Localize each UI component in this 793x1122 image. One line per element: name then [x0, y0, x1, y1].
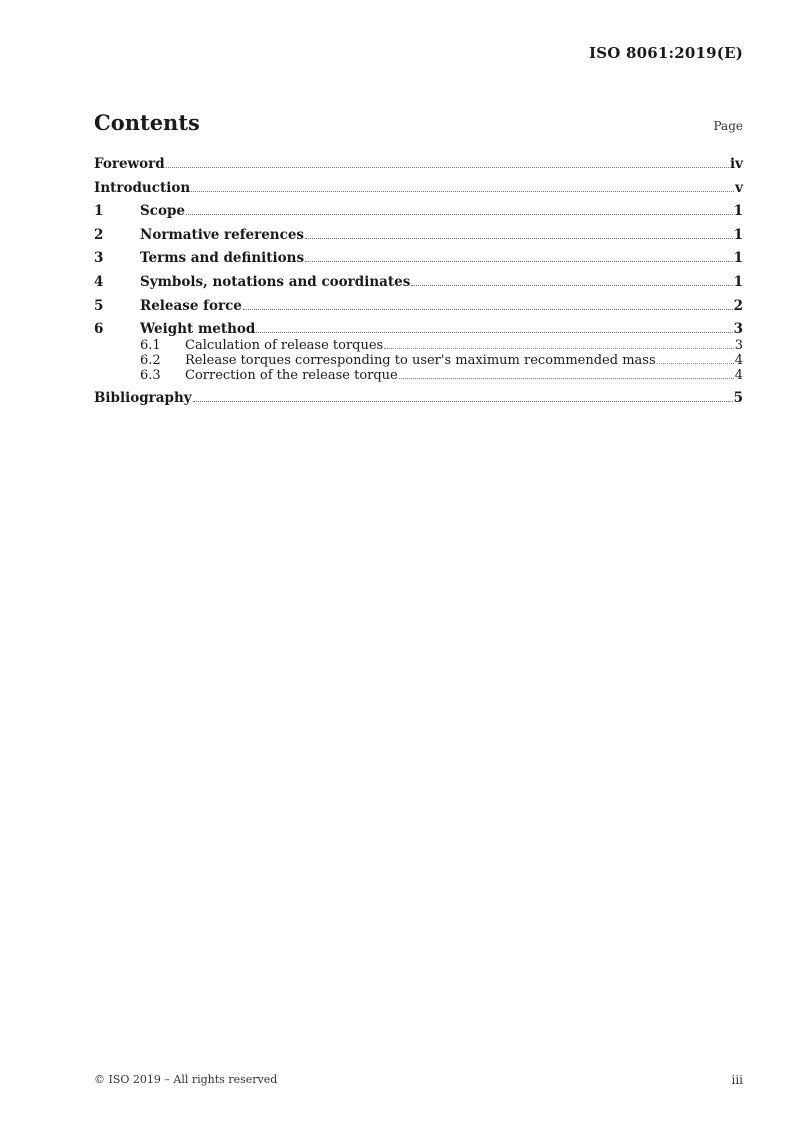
toc-subentry-6-3[interactable] — [140, 368, 743, 383]
toc-subentry-title: Calculation of release torques — [185, 337, 384, 353]
toc-entry-normative-references[interactable] — [94, 226, 743, 244]
table-of-contents — [94, 155, 743, 412]
toc-entry-page: 5 — [733, 389, 743, 406]
toc-entry-introduction[interactable] — [94, 179, 743, 197]
toc-entry-terms-definitions[interactable] — [94, 249, 743, 267]
copyright-notice: © ISO 2019 – All rights reserved — [94, 1073, 278, 1086]
toc-entry-title: Weight method — [140, 321, 256, 338]
toc-subentry-title: Correction of the release torque — [185, 367, 398, 383]
toc-entry-page: 1 — [733, 226, 743, 243]
toc-entry-foreword[interactable] — [94, 155, 743, 173]
dot-leader — [399, 378, 734, 379]
dot-leader — [191, 191, 734, 192]
toc-entry-number: 3 — [94, 250, 104, 267]
toc-entry-title: Scope — [140, 203, 186, 220]
dot-leader — [657, 363, 734, 364]
page-column-label: Page — [713, 119, 743, 133]
toc-subentry-number: 6.1 — [140, 337, 161, 353]
toc-entry-title: Foreword — [94, 156, 165, 172]
toc-entry-number: 1 — [94, 203, 104, 220]
toc-entry-number: 4 — [94, 273, 104, 290]
toc-entry-symbols[interactable] — [94, 273, 743, 291]
toc-entry-page: 2 — [733, 297, 743, 314]
dot-leader — [305, 238, 733, 239]
toc-subentry-6-2[interactable] — [140, 353, 743, 368]
toc-subentry-number: 6.2 — [140, 352, 161, 368]
dot-leader — [166, 167, 729, 168]
toc-entry-page: 1 — [733, 273, 743, 290]
toc-entry-weight-method[interactable] — [94, 320, 743, 338]
toc-subentry-page: 4 — [734, 352, 743, 368]
toc-entry-title: Introduction — [94, 179, 191, 196]
toc-subentry-number: 6.3 — [140, 367, 161, 383]
dot-leader — [193, 401, 733, 402]
toc-entry-title: Terms and definitions — [140, 250, 305, 267]
dot-leader — [256, 332, 732, 333]
toc-entry-bibliography[interactable] — [94, 389, 743, 407]
toc-entry-page: iv — [730, 156, 743, 172]
toc-entry-number: 2 — [94, 226, 104, 243]
toc-entry-title: Normative references — [140, 226, 305, 243]
dot-leader — [243, 309, 733, 310]
dot-leader — [305, 261, 733, 262]
page-number: iii — [731, 1073, 743, 1087]
toc-subentry-title: Release torques corresponding to user's maximum recommended mass — [185, 352, 656, 368]
toc-entry-page: v — [735, 179, 743, 196]
toc-entry-scope[interactable] — [94, 202, 743, 220]
toc-entry-number: 5 — [94, 297, 104, 314]
toc-entry-page: 3 — [733, 321, 743, 338]
contents-heading: Contents — [94, 110, 200, 135]
toc-entry-title: Symbols, notations and coordinates — [140, 273, 411, 290]
toc-entry-title: Bibliography — [94, 389, 192, 406]
toc-entry-page: 1 — [733, 203, 743, 220]
toc-subentries — [94, 338, 743, 383]
toc-subentry-6-1[interactable] — [140, 338, 743, 353]
toc-entry-title: Release force — [140, 297, 242, 314]
toc-entry-number: 6 — [94, 321, 104, 338]
toc-entry-page: 1 — [733, 250, 743, 267]
toc-subentry-page: 3 — [734, 337, 743, 353]
toc-subentry-page: 4 — [734, 367, 743, 383]
document-id: ISO 8061:2019(E) — [589, 44, 743, 62]
dot-leader — [186, 214, 733, 215]
dot-leader — [384, 348, 733, 349]
dot-leader — [411, 285, 732, 286]
toc-entry-release-force[interactable] — [94, 297, 743, 315]
